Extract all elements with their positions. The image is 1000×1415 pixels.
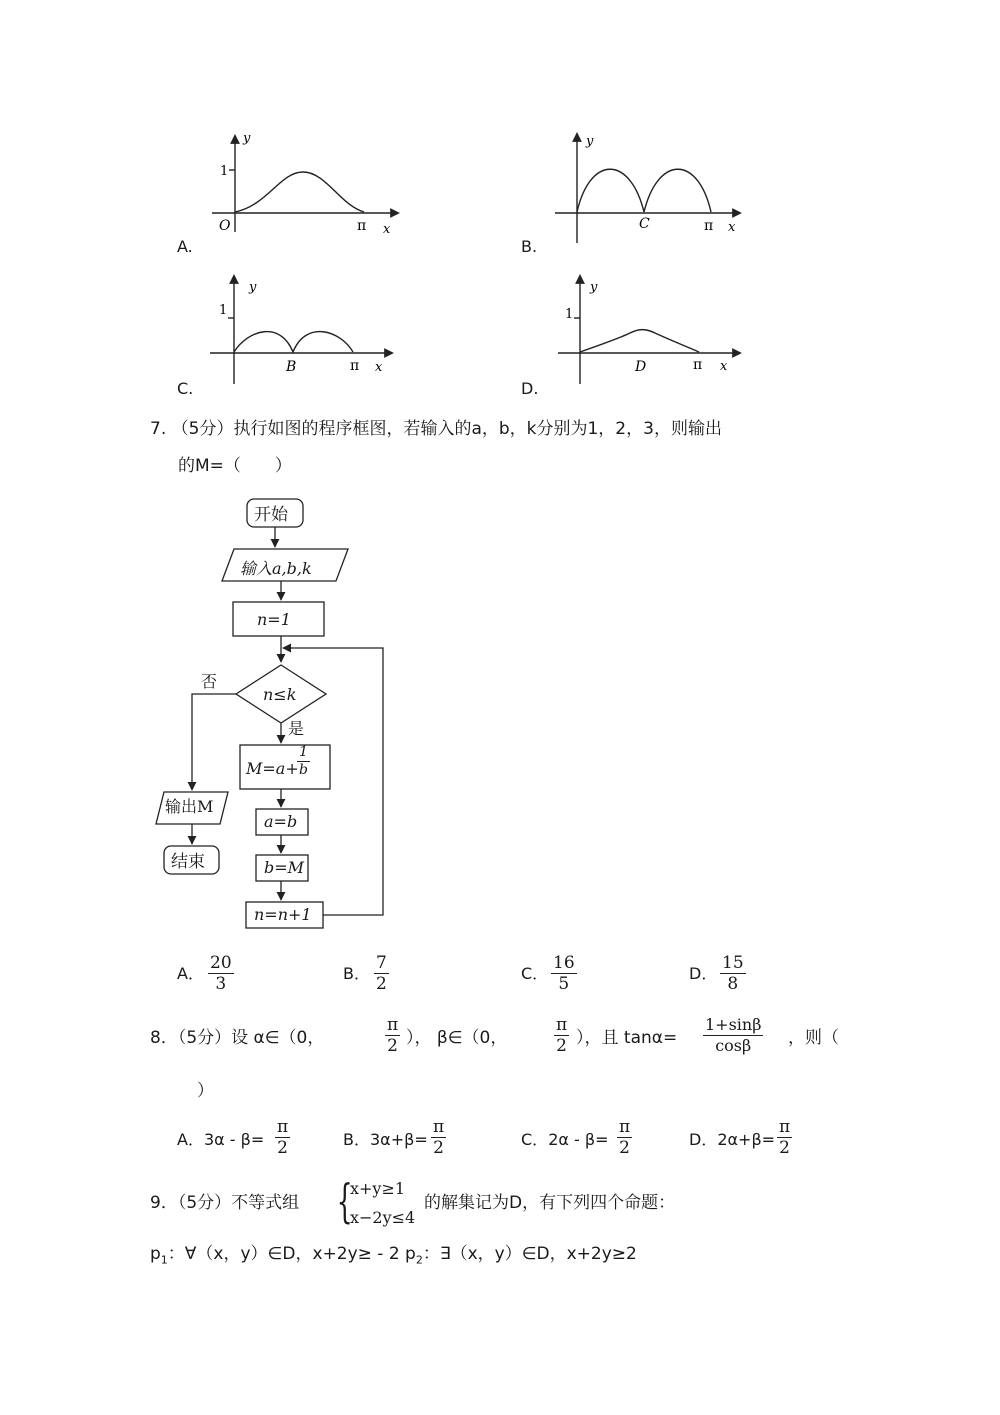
q7-option-c-frac xyxy=(551,953,577,994)
q8-alpha-pi-num: π xyxy=(387,1015,399,1035)
q7-option-a-num: 20 xyxy=(210,953,232,973)
q8-option-a-expr: 3α - β= xyxy=(203,1130,265,1149)
q8-tan-den: cosβ xyxy=(715,1036,752,1055)
flow-incr-text: n=n+1 xyxy=(254,905,312,924)
graph-a-one-label: 1 xyxy=(220,164,229,179)
q8-beta-pi-frac xyxy=(554,1015,569,1056)
q8-beta-pi-num: π xyxy=(556,1015,568,1035)
option-graph-b-label: B. xyxy=(521,237,538,256)
graphs-panel xyxy=(0,0,1000,400)
graph-c-x-label: x xyxy=(375,360,383,375)
q8-option-b-frac xyxy=(431,1117,446,1158)
graph-b-y-label: y xyxy=(586,134,594,149)
q7-stem-line2: 的M=（ ） xyxy=(178,456,292,476)
q7-option-c-den: 5 xyxy=(558,974,570,994)
q8-stem-part5: ） xyxy=(197,1081,214,1101)
option-graph-c-label: C. xyxy=(177,379,194,398)
q9-stem-part2: 的解集记为D，有下列四个命题： xyxy=(424,1193,676,1213)
q7-option-d-frac xyxy=(720,953,746,994)
option-graph-d-label: D. xyxy=(521,379,539,398)
q9-p2-text: ：∃（x，y）∈D，x+2y≥2 xyxy=(422,1244,637,1264)
q8-option-b-den: 2 xyxy=(433,1138,444,1158)
q8-option-d-label: D． xyxy=(689,1130,718,1149)
q8-option-a xyxy=(177,1129,264,1151)
flow-output-text: 输出M xyxy=(165,797,214,816)
q7-option-c-num: 16 xyxy=(553,953,575,973)
flow-no-branch xyxy=(192,694,236,790)
graph-d-pi-label: π xyxy=(693,357,703,373)
q8-option-a-frac xyxy=(275,1117,290,1158)
q9-p1-label: p xyxy=(150,1244,161,1264)
flow-assign-b-text: b=M xyxy=(264,858,305,877)
graph-c-y-label: y xyxy=(249,280,257,295)
graph-a xyxy=(212,136,398,232)
q8-stem-part1: 8．（5分）设 α∈（0， xyxy=(150,1028,325,1048)
graph-b-mid-label: C xyxy=(639,216,650,232)
q8-option-d-den: 2 xyxy=(779,1138,790,1158)
flow-assign-m-den: b xyxy=(299,762,308,778)
q7-option-a-den: 3 xyxy=(215,974,227,994)
flow-yes-label: 是 xyxy=(288,719,305,738)
graph-c-one-label: 1 xyxy=(219,303,228,318)
q9-p2-label: p xyxy=(405,1244,416,1264)
graph-c-pi-label: π xyxy=(350,358,360,374)
flow-no-label: 否 xyxy=(201,672,218,691)
q7-option-b-num: 7 xyxy=(376,953,387,973)
q8-stem-part4: ，则（ xyxy=(788,1028,839,1048)
q8-stem-part2: ）， β∈（0， xyxy=(406,1028,508,1048)
q8-option-d-num: π xyxy=(779,1117,791,1137)
q7-option-d-den: 8 xyxy=(727,974,739,994)
q8-option-c xyxy=(521,1129,608,1151)
q7-option-c-label: C． xyxy=(521,964,549,983)
q7-stem-line1: 7. （5分）执行如图的程序框图，若输入的a，b，k分别为1，2，3，则输出 xyxy=(150,419,722,439)
q7-option-b-den: 2 xyxy=(376,974,387,994)
q9-ineq2: x−2y≤4 xyxy=(350,1208,416,1227)
q8-alpha-pi-frac xyxy=(385,1015,400,1056)
graph-d-curve xyxy=(580,330,699,352)
q7-option-d-num: 15 xyxy=(722,953,744,973)
graph-b-x-label: x xyxy=(728,220,736,235)
q7-option-a-frac xyxy=(208,953,234,994)
q8-option-c-label: C． xyxy=(521,1130,549,1149)
graph-d-y-label: y xyxy=(590,280,598,295)
q7-option-d-label: D． xyxy=(689,964,718,983)
q8-alpha-pi-den: 2 xyxy=(387,1036,398,1056)
q8-option-a-num: π xyxy=(277,1117,289,1137)
q8-option-b-label: B． xyxy=(343,1130,370,1149)
q8-option-c-den: 2 xyxy=(619,1138,630,1158)
graph-a-x-label: x xyxy=(383,222,391,237)
q8-option-c-expr: 2α - β= xyxy=(548,1130,609,1149)
q8-option-c-frac xyxy=(617,1117,632,1158)
graph-d-x-label: x xyxy=(720,359,728,374)
q9-p2-sub: 2 xyxy=(415,1253,423,1267)
q8-option-b-expr: 3α+β= xyxy=(369,1130,428,1149)
flow-end-text: 结束 xyxy=(171,852,205,872)
flow-input-text: 输入a,b,k xyxy=(240,559,312,578)
q8-option-c-num: π xyxy=(619,1117,631,1137)
graph-c xyxy=(210,276,392,384)
q8-tan-frac xyxy=(703,1015,763,1056)
graph-c-curve xyxy=(234,332,353,352)
q9-propositions xyxy=(150,1243,637,1271)
graph-b-pi-label: π xyxy=(704,218,714,234)
q7-option-b-label: B． xyxy=(343,964,370,983)
q9-stem-part1: 9．（5分）不等式组 xyxy=(150,1193,300,1213)
q8-option-a-label: A． xyxy=(177,1130,204,1149)
q8-option-b xyxy=(343,1129,428,1151)
graph-b-curve xyxy=(577,169,711,212)
q7-option-b-frac xyxy=(374,953,389,994)
graph-d xyxy=(558,276,740,384)
q8-option-d xyxy=(689,1129,775,1151)
q9-p1-sub: 1 xyxy=(160,1253,168,1267)
q7-option-a-label: A． xyxy=(177,964,204,983)
flow-init-text: n=1 xyxy=(257,610,291,629)
q8-beta-pi-den: 2 xyxy=(556,1036,567,1056)
flow-cond-text: n≤k xyxy=(263,685,297,704)
q8-stem-part3: ），且 tanα= xyxy=(576,1028,678,1048)
q8-option-d-frac xyxy=(777,1117,792,1158)
graph-a-y-label: y xyxy=(243,131,251,146)
q8-option-d-expr: 2α+β= xyxy=(717,1130,776,1149)
q9-brace: { xyxy=(336,1174,353,1228)
q8-option-a-den: 2 xyxy=(277,1138,288,1158)
flow-assign-a-text: a=b xyxy=(264,812,298,831)
graph-c-mid-label: B xyxy=(286,359,297,375)
graph-a-pi-label: π xyxy=(357,218,367,234)
flow-start-text: 开始 xyxy=(254,505,288,525)
graph-a-curve xyxy=(235,172,364,212)
graph-a-origin-label: O xyxy=(219,218,231,234)
flow-assign-m-prefix: M=a+ xyxy=(246,759,299,778)
q9-p1-text: ：∀（x，y）∈D，x+2y≥ - 2 xyxy=(167,1244,406,1264)
graph-d-one-label: 1 xyxy=(565,307,574,322)
q8-option-b-num: π xyxy=(433,1117,445,1137)
flow-assign-m-num: 1 xyxy=(297,744,310,762)
option-graph-a-label: A. xyxy=(177,237,193,256)
graph-d-mid-label: D xyxy=(635,359,647,375)
q9-ineq1: x+y≥1 xyxy=(350,1179,406,1198)
q8-tan-num: 1+sinβ xyxy=(705,1015,762,1034)
flow-assign-m-frac xyxy=(297,744,310,779)
flowchart xyxy=(0,490,1000,940)
